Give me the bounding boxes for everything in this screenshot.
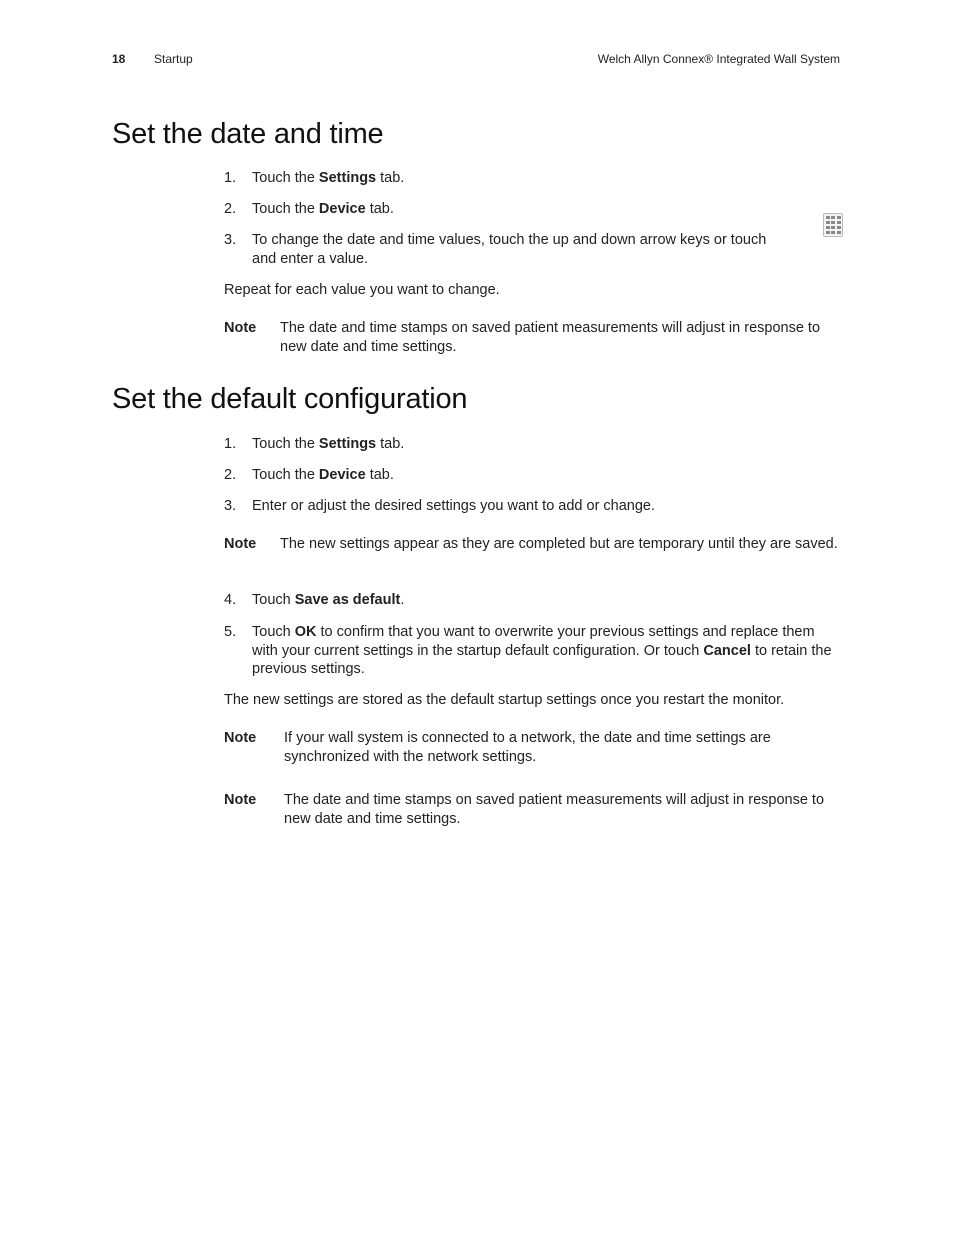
- list-item: 3. To change the date and time values, touch the up and down arrow keys or touch and enter a value.: [224, 231, 840, 268]
- section-title-default-config: Set the default configuration: [112, 383, 468, 415]
- list-item: 5. Touch OK to confirm that you want to overwrite your previous settings and replace them with your current settings in the startup default configuration. Or touch Cancel to retain the previous settings.: [224, 624, 832, 677]
- note: Note The date and time stamps on saved patient measurements will adjust in response to new date and time settings.: [224, 792, 825, 827]
- note: Note The new settings appear as they are completed but are temporary until they are saved.: [224, 536, 838, 552]
- note: Note If your wall system is connected to a network, the date and time settings are synchronized with the network settings.: [224, 730, 771, 765]
- note: Note The date and time stamps on saved patient measurements will adjust in response to new date and time settings.: [224, 320, 821, 355]
- paragraph-stored: The new settings are stored as the default startup settings once you restart the monitor.: [224, 692, 785, 708]
- list-item: 2. Touch the Device tab.: [224, 201, 394, 217]
- running-section: Startup: [154, 52, 193, 66]
- list-item: 1. Touch the Settings tab.: [224, 170, 405, 186]
- list-item: 3. Enter or adjust the desired settings you want to add or change.: [224, 498, 656, 514]
- list-item: 2. Touch the Device tab.: [224, 467, 394, 483]
- paragraph-repeat: Repeat for each value you want to change.: [224, 282, 500, 298]
- list-item: 1. Touch the Settings tab.: [224, 436, 405, 452]
- section-title-date-time: Set the date and time: [112, 118, 384, 150]
- running-doc-title: Welch Allyn Connex® Integrated Wall System: [597, 52, 840, 66]
- page-number: 18: [112, 52, 126, 66]
- keypad-icon: [823, 213, 843, 237]
- list-item: 4. Touch Save as default.: [224, 592, 405, 608]
